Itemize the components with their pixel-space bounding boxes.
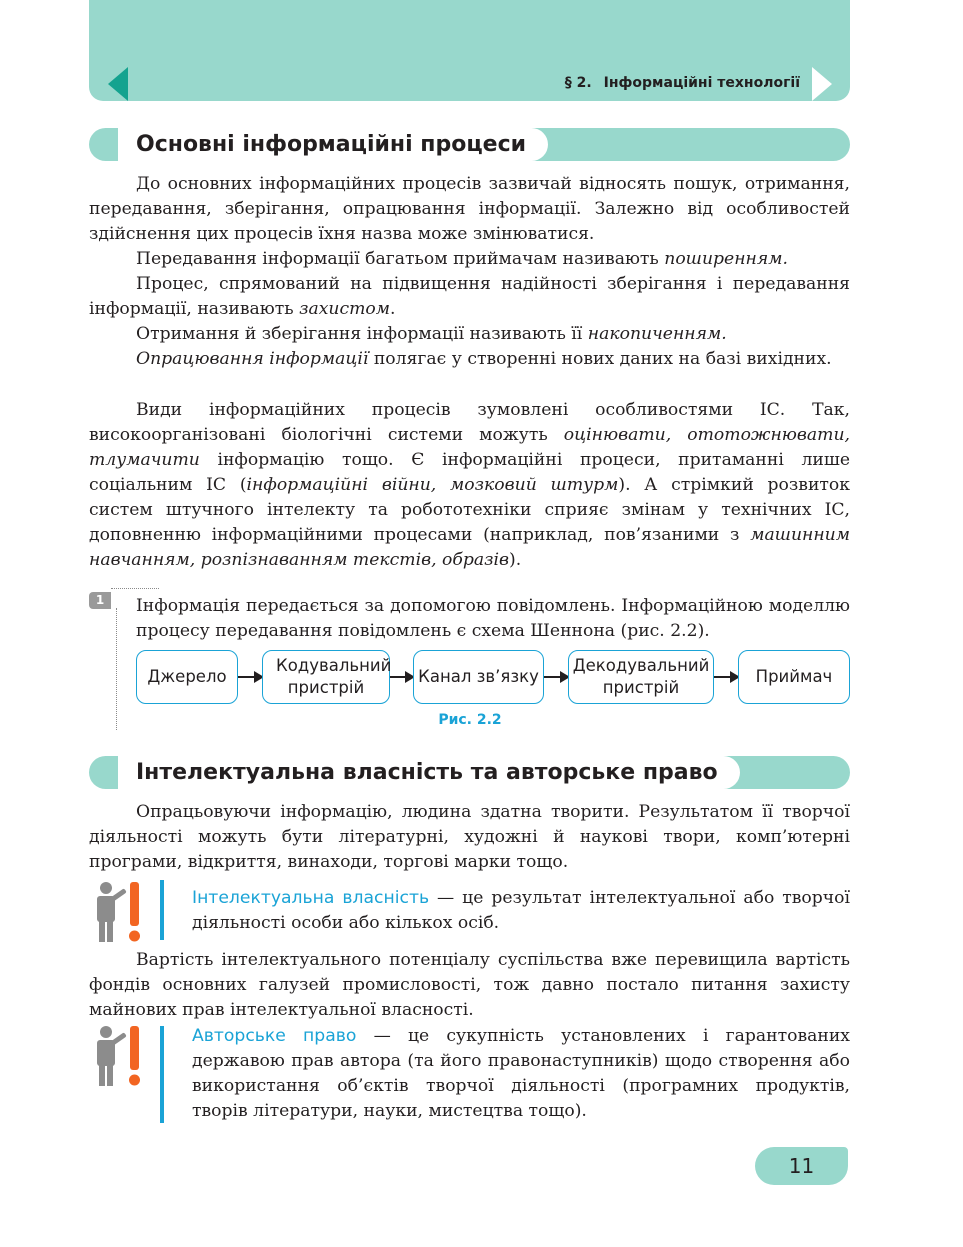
chapter-title	[0, 75, 800, 91]
term-social-processes: інформаційні війни, мозковий штурм	[246, 475, 619, 495]
diagram-node-source: Джерело	[136, 650, 238, 704]
block-number-badge: 1	[89, 592, 111, 609]
diagram-arrow	[714, 676, 738, 678]
section-number: § 2.	[564, 75, 592, 91]
page-number: 11	[755, 1147, 848, 1185]
figure-caption: Рис. 2.2	[438, 712, 502, 728]
block-text: Інформація передається за допомогою повідомлень. Інформаційною моделлю процесу передавання повідомлень є схема Шеннона (рис. 2.2).	[136, 596, 850, 641]
term-intellectual-property: Інтелектуальна власність	[192, 888, 430, 908]
definition-intellectual-property: Інтелектуальна власність — це результат інтелектуальної або творчої діяльності особи або кількох осіб.	[192, 888, 850, 933]
diagram-arrow	[238, 676, 262, 678]
diagram-node-receiver: Приймач	[738, 650, 850, 704]
nav-right-arrow-icon[interactable]	[812, 67, 832, 101]
paragraph-accumulation: Отримання й зберігання інформації називають її накопиченням.	[136, 324, 727, 344]
paragraph-intro: До основних інформаційних процесів зазвичай відносять пошук, отримання, передавання, зберігання, опрацювання інформації. Залежно від особливостей здійснення цих процесів їхня назва може змінюватися.	[89, 174, 850, 244]
diagram-arrow	[390, 676, 413, 678]
diagram-node-encoder: Кодувальний пристрій	[262, 650, 390, 704]
section-name: Інформаційні технології	[603, 75, 800, 91]
definition-copyright: Авторське право — це сукупність установлених і гарантованих державою прав автора (та його правонаступників) щодо створення або використання об’єктів творчої діяльності (програмних продуктів, творів літератури, науки, мистецтва тощо).	[192, 1026, 850, 1121]
diagram-node-channel: Канал зв’язку	[413, 650, 544, 704]
term-processing: Опрацювання інформації	[136, 349, 369, 369]
paragraph-creativity: Опрацьовуючи інформацію, людина здатна творити. Результатом її творчої діяльності можуть бути літературні, художні й наукові твори, комп’ютерні програми, відкриття, винаходи, торгові марки тощо.	[89, 802, 850, 872]
paragraph-protection: Процес, спрямований на підвищення надійності зберігання і передавання інформації, називають захистом.	[89, 274, 850, 319]
definition-accent-bar	[160, 1026, 164, 1123]
block-margin-line	[116, 608, 117, 730]
term-broadcast: поширенням.	[664, 249, 788, 269]
block-divider	[111, 588, 159, 589]
paragraph-broadcast: Передавання інформації багатьом приймачам називають поширенням.	[136, 249, 788, 269]
diagram-node-decoder: Декодувальний пристрій	[568, 650, 714, 704]
paragraph-processing: Опрацювання інформації полягає у створенні нових даних на базі вихідних.	[136, 349, 832, 369]
paragraph-types: Види інформаційних процесів зумовлені особливостями ІС. Так, високоорганізовані біологічні системи можуть оцінювати, ототожнювати, тлумачити інформацію тощо. Є інформаційні процеси, притаманні лише соціальним ІС (інформаційні війни, мозковий штурм). А стрімкий розвиток систем штучного інтелекту та робототехніки сприяє змінам у технічних ІС, доповненню інформаційними процесами (наприклад, пов’язаними з машинним навчанням, розпізнаванням текстів, образів).	[89, 400, 851, 570]
term-protection: захистом	[299, 299, 390, 319]
section-heading-1: Основні інформаційні процеси	[118, 128, 548, 161]
person-exclamation-icon	[92, 1024, 148, 1094]
diagram-arrow	[544, 676, 568, 678]
term-copyright: Авторське право	[192, 1026, 357, 1046]
term-bio-processes: оцінювати, ототожнювати, тлумачити	[89, 425, 850, 470]
person-exclamation-icon	[92, 880, 148, 950]
section-heading-2: Інтелектуальна власність та авторське право	[118, 756, 740, 789]
term-ai-processes: машинним навчанням, розпізнаванням текстів, образів	[89, 525, 850, 570]
definition-accent-bar	[160, 880, 164, 940]
paragraph-value: Вартість інтелектуального потенціалу суспільства вже перевищила вартість фондів основних галузей промисловості, тож давно постало питання захисту майнових прав інтелектуальної власності.	[89, 950, 850, 1020]
term-accumulation: накопиченням.	[587, 324, 727, 344]
